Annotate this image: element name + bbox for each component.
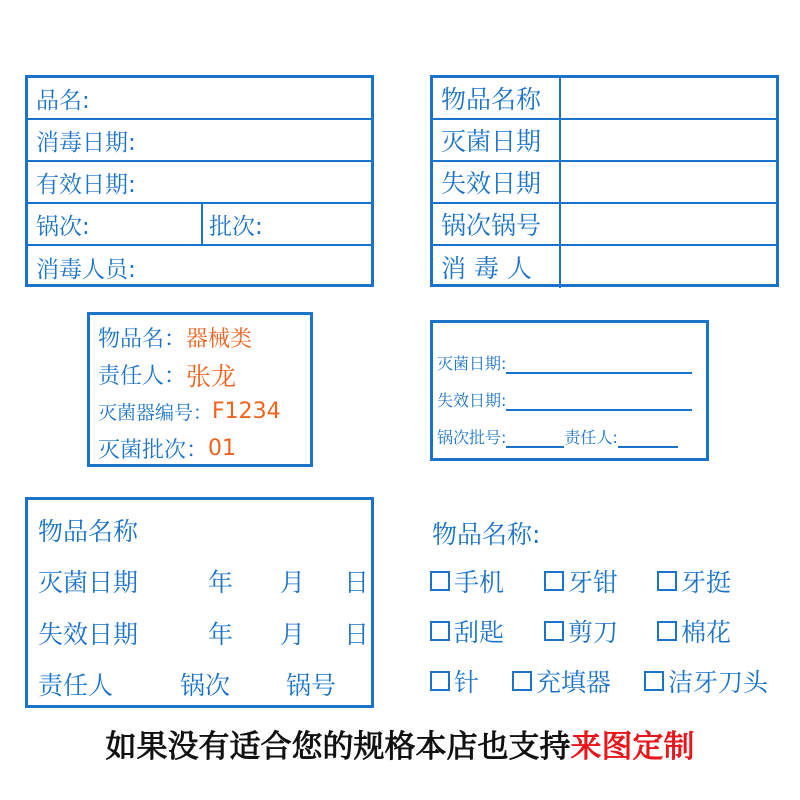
stamp-sample-4: [430, 320, 709, 461]
label-s5-day-2: 日: [344, 620, 370, 649]
value-responsible: 张龙: [186, 361, 237, 391]
label-s5-month-1: 月: [280, 568, 306, 597]
checkbox-square-icon: [430, 571, 450, 591]
label-batch: 批次:: [209, 213, 263, 240]
row-sterilize-date: [433, 120, 776, 162]
checkbox-item-scaler-tip: 洁牙刀头: [644, 663, 768, 699]
label-expiry-date: 失效日期: [441, 169, 542, 198]
underline-field: [506, 395, 692, 411]
checkbox-item-needle: 针: [430, 663, 479, 699]
checkbox-item-curette: 刮匙: [430, 613, 504, 649]
label-s5-year-1: 年: [208, 568, 234, 597]
checkbox-square-icon: [512, 671, 532, 691]
line-responsible: [98, 356, 310, 393]
label-disinfect-date: 消毒日期:: [36, 129, 136, 156]
value-item: 器械类: [186, 327, 253, 352]
label-s5-month-2: 月: [280, 620, 306, 649]
row-item-name: [433, 78, 776, 120]
line-sterilize-date: [437, 341, 706, 378]
underline-field: [506, 358, 692, 374]
label-s4-sterilize-date: 灭菌日期:: [437, 354, 507, 373]
line-sterilizer-no: [98, 393, 310, 430]
row-disinfect-date: [28, 120, 371, 162]
label-s4-responsible: 责任人:: [564, 428, 618, 447]
banner-text: 如果没有适合您的规格本店也支持: [105, 729, 571, 765]
stamp-sample-5: [25, 497, 374, 708]
row-pot-batch: [28, 204, 371, 246]
checkbox-square-icon: [544, 571, 564, 591]
row-pot-number: [433, 204, 776, 246]
label-product-name: 品名:: [36, 87, 90, 114]
label-pot: 锅次:: [36, 213, 90, 240]
label-valid-date: 有效日期:: [36, 171, 136, 198]
label-disinfector: 消 毒 人: [441, 254, 532, 283]
value-sterilize-batch: 01: [208, 436, 237, 461]
checkbox-square-icon: [657, 621, 677, 641]
label-s4-pot-batch: 锅次批号:: [437, 428, 507, 447]
label-sterilize-batch: 灭菌批次：: [98, 438, 209, 463]
line-item: [98, 319, 310, 356]
promo-banner: [0, 722, 800, 772]
checkbox-item-elevator: 牙挺: [657, 563, 731, 599]
line-expiry-date: [437, 378, 706, 415]
label-s5-day-1: 日: [344, 568, 370, 597]
label-checklist-title: 物品名称:: [432, 520, 541, 549]
underline-field: [618, 432, 678, 448]
label-s5-year-2: 年: [208, 620, 234, 649]
label-s5-sterilize-date: 灭菌日期: [38, 568, 139, 597]
label-s5-title: 物品名称: [38, 517, 139, 546]
label-item-name: 物品名称: [441, 85, 542, 114]
underline-field: [506, 432, 564, 448]
row-product-name: [28, 78, 371, 120]
checkbox-square-icon: [430, 621, 450, 641]
stamp-sample-checklist: [430, 513, 790, 703]
line-sterilize-batch: [98, 430, 310, 467]
label-sterilize-date: 灭菌日期: [441, 127, 542, 156]
row-disinfect-staff: [28, 246, 371, 288]
label-disinfect-staff: 消毒人员:: [36, 256, 136, 283]
row-valid-date: [28, 162, 371, 204]
checkbox-square-icon: [430, 671, 450, 691]
row-disinfector: [433, 246, 776, 288]
stamp-sample-1: [25, 75, 374, 287]
cell-pot: [28, 204, 203, 244]
line-pot-batch-responsible: [437, 415, 706, 452]
label-s4-expiry-date: 失效日期:: [437, 391, 507, 410]
checkbox-item-scissors: 剪刀: [544, 613, 618, 649]
label-responsible: 责任人：: [98, 364, 187, 389]
label-s5-expiry-date: 失效日期: [38, 620, 139, 649]
checkbox-item-cotton: 棉花: [657, 613, 731, 649]
stamp-sample-2: [430, 75, 779, 287]
value-sterilizer-no: F1234: [212, 399, 281, 424]
checkbox-item-filler: 充填器: [512, 663, 611, 699]
checkbox-square-icon: [657, 571, 677, 591]
label-pot-number: 锅次锅号: [441, 211, 542, 240]
label-sterilizer-no: 灭菌器编号：: [98, 402, 213, 424]
checkbox-item-phone: 手机: [430, 563, 504, 599]
label-item: 物品名：: [98, 327, 187, 352]
checkbox-item-forceps: 牙钳: [544, 563, 618, 599]
checkbox-square-icon: [544, 621, 564, 641]
stamp-sample-3: [87, 312, 313, 467]
checkbox-square-icon: [644, 671, 664, 691]
row-expiry-date: [433, 162, 776, 204]
cell-batch: [203, 208, 263, 241]
label-s5-pot-no: 锅号: [286, 671, 337, 700]
banner-highlight: 来图定制: [570, 729, 695, 765]
label-s5-pot: 锅次: [180, 671, 231, 700]
label-s5-responsible: 责任人: [38, 671, 114, 700]
